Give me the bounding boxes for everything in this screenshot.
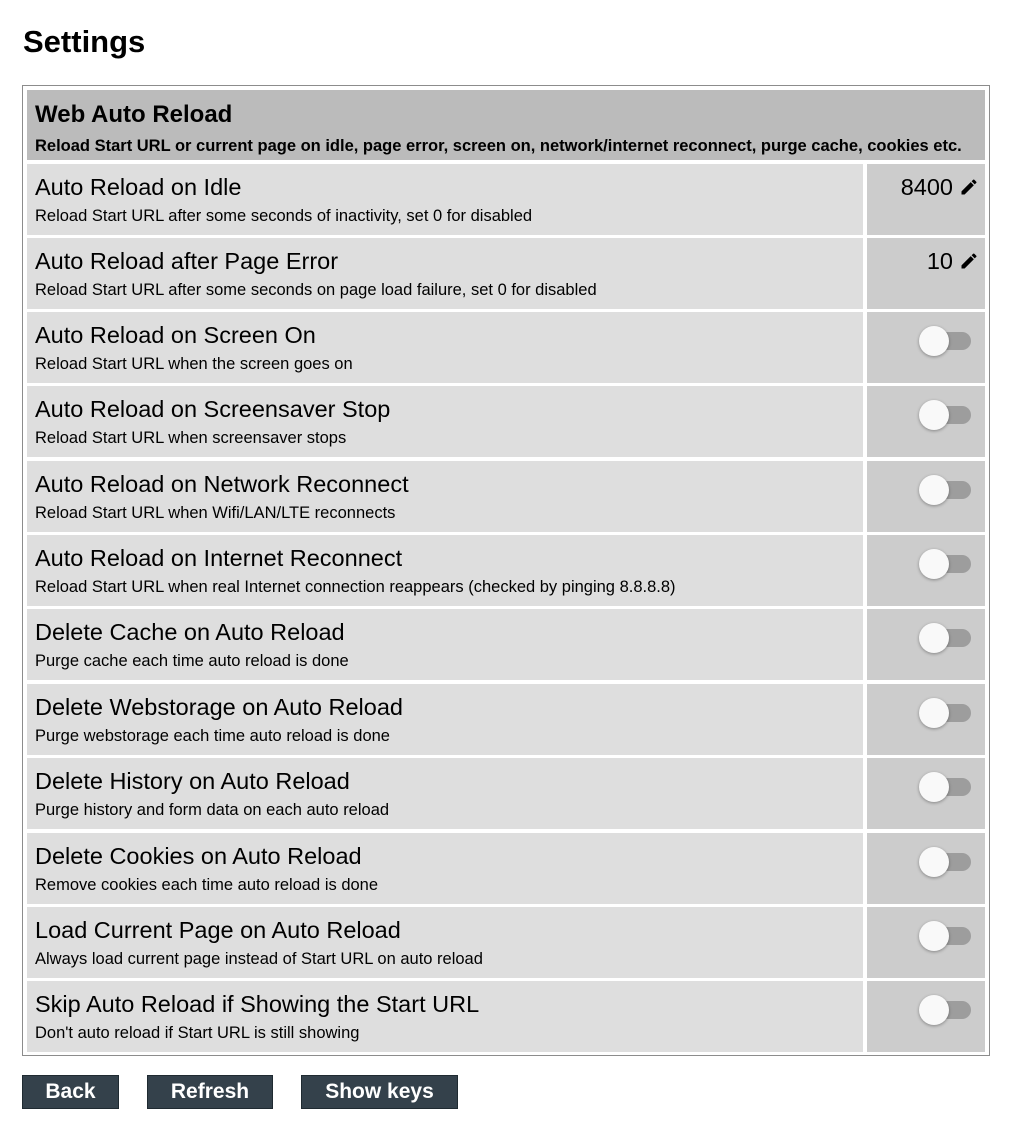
setting-label-area[interactable]	[27, 312, 863, 383]
setting-label-area[interactable]	[27, 981, 863, 1052]
setting-value: 10	[926, 248, 953, 274]
toggle-switch[interactable]	[919, 698, 971, 728]
setting-control-area	[867, 981, 985, 1052]
setting-description: Don't auto reload if Start URL is still showing	[35, 1024, 360, 1042]
toggle-knob	[919, 326, 949, 356]
toggle-knob	[919, 623, 949, 653]
setting-label-area[interactable]	[27, 386, 863, 457]
toggle-knob	[919, 400, 949, 430]
setting-title: Skip Auto Reload if Showing the Start URL	[35, 991, 480, 1017]
setting-label-area[interactable]	[27, 461, 863, 532]
setting-description: Purge history and form data on each auto reload	[35, 801, 390, 819]
setting-title: Auto Reload on Network Reconnect	[35, 471, 409, 497]
setting-description: Reload Start URL when screensaver stops	[35, 429, 347, 447]
setting-control-area	[867, 164, 985, 235]
edit-value-button[interactable]	[901, 172, 979, 202]
setting-title: Load Current Page on Auto Reload	[35, 917, 401, 943]
setting-title: Delete Cookies on Auto Reload	[35, 843, 362, 869]
toggle-knob	[919, 995, 949, 1025]
toggle-switch[interactable]	[919, 772, 971, 802]
setting-title: Delete Cache on Auto Reload	[35, 619, 345, 645]
setting-label-area[interactable]	[27, 833, 863, 904]
setting-row-auto-reload-screensaver-stop[interactable]	[27, 386, 985, 457]
toggle-switch[interactable]	[919, 400, 971, 430]
show-keys-button[interactable]: Show keys	[301, 1075, 458, 1109]
section-header	[27, 90, 985, 160]
setting-control-area	[867, 758, 985, 829]
page-title: Settings	[23, 24, 146, 59]
setting-control-area	[867, 609, 985, 680]
toggle-knob	[919, 475, 949, 505]
setting-control-area	[867, 461, 985, 532]
setting-label-area[interactable]	[27, 609, 863, 680]
setting-label-area[interactable]	[27, 535, 863, 606]
setting-value: 8400	[900, 174, 953, 200]
setting-row-delete-webstorage[interactable]	[27, 684, 985, 755]
setting-description: Purge cache each time auto reload is done	[35, 652, 349, 670]
setting-control-area	[867, 833, 985, 904]
setting-control-area	[867, 535, 985, 606]
refresh-button[interactable]: Refresh	[147, 1075, 273, 1109]
setting-description: Remove cookies each time auto reload is done	[35, 876, 379, 894]
setting-control-area	[867, 238, 985, 309]
pencil-icon	[959, 177, 979, 197]
toggle-knob	[919, 698, 949, 728]
setting-label-area[interactable]	[27, 238, 863, 309]
setting-row-auto-reload-internet-reconnect[interactable]	[27, 535, 985, 606]
setting-row-load-current-page[interactable]	[27, 907, 985, 978]
pencil-icon	[959, 251, 979, 271]
setting-description: Reload Start URL after some seconds on page load failure, set 0 for disabled	[35, 281, 597, 299]
setting-description: Always load current page instead of Start URL on auto reload	[35, 950, 483, 968]
toggle-switch[interactable]	[919, 847, 971, 877]
setting-label-area[interactable]	[27, 907, 863, 978]
toggle-switch[interactable]	[919, 326, 971, 356]
setting-control-area	[867, 312, 985, 383]
setting-description: Purge webstorage each time auto reload is done	[35, 727, 390, 745]
toggle-switch[interactable]	[919, 475, 971, 505]
setting-control-area	[867, 907, 985, 978]
setting-row-auto-reload-idle[interactable]	[27, 164, 985, 235]
setting-title: Auto Reload after Page Error	[35, 248, 339, 274]
setting-description: Reload Start URL when the screen goes on	[35, 355, 353, 373]
setting-title: Delete Webstorage on Auto Reload	[35, 694, 403, 720]
toggle-switch[interactable]	[919, 995, 971, 1025]
setting-title: Auto Reload on Idle	[35, 174, 242, 200]
toggle-switch[interactable]	[919, 549, 971, 579]
toggle-knob	[919, 847, 949, 877]
setting-title: Delete History on Auto Reload	[35, 768, 350, 794]
setting-row-delete-cache[interactable]	[27, 609, 985, 680]
section-description: Reload Start URL or current page on idle, page error, screen on, network/internet reconnect, purge cache, cookies etc.	[35, 137, 962, 155]
toggle-switch[interactable]	[919, 623, 971, 653]
edit-value-button[interactable]	[927, 246, 979, 276]
toggle-switch[interactable]	[919, 921, 971, 951]
setting-control-area	[867, 684, 985, 755]
setting-title: Auto Reload on Screen On	[35, 322, 316, 348]
setting-row-auto-reload-page-error[interactable]	[27, 238, 985, 309]
setting-row-delete-history[interactable]	[27, 758, 985, 829]
setting-description: Reload Start URL after some seconds of inactivity, set 0 for disabled	[35, 207, 533, 225]
setting-label-area[interactable]	[27, 164, 863, 235]
toggle-knob	[919, 549, 949, 579]
setting-title: Auto Reload on Internet Reconnect	[35, 545, 403, 571]
setting-row-auto-reload-screen-on[interactable]	[27, 312, 985, 383]
setting-title: Auto Reload on Screensaver Stop	[35, 396, 391, 422]
setting-row-auto-reload-network-reconnect[interactable]	[27, 461, 985, 532]
section-title: Web Auto Reload	[35, 101, 233, 128]
setting-description: Reload Start URL when Wifi/LAN/LTE reconnects	[35, 504, 396, 522]
setting-label-area[interactable]	[27, 684, 863, 755]
settings-panel	[22, 85, 990, 1056]
setting-description: Reload Start URL when real Internet connection reappears (checked by pinging 8.8.8.8)	[35, 578, 676, 596]
setting-row-delete-cookies[interactable]	[27, 833, 985, 904]
setting-control-area	[867, 386, 985, 457]
back-button[interactable]: Back	[22, 1075, 119, 1109]
setting-label-area[interactable]	[27, 758, 863, 829]
toggle-knob	[919, 772, 949, 802]
setting-row-skip-auto-reload-start-url[interactable]	[27, 981, 985, 1052]
toggle-knob	[919, 921, 949, 951]
